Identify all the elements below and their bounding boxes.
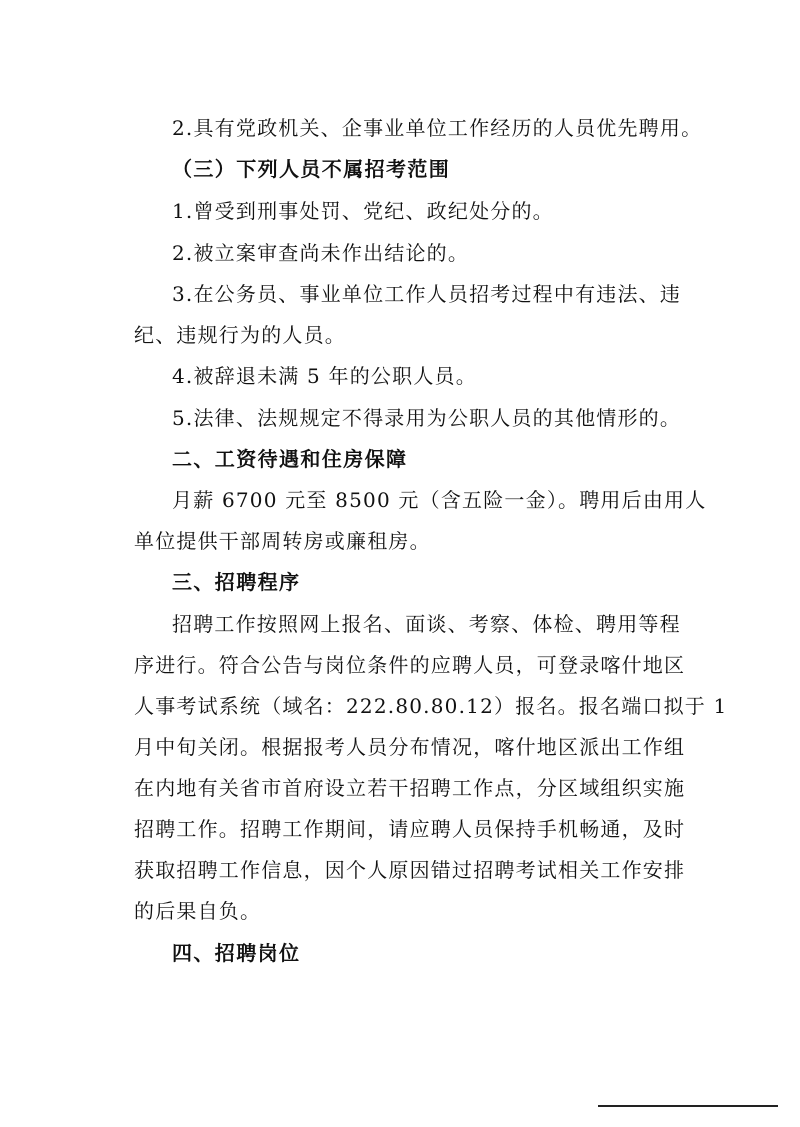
procedure-paragraph-line-6: 招聘工作。招聘工作期间，请应聘人员保持手机畅通，及时 [134,817,686,841]
item-4-dismissed: 4.被辞退未满 5 年的公职人员。 [172,364,477,388]
section-heading-salary-housing: 二、工资待遇和住房保障 [172,447,408,471]
salary-paragraph-line-1: 月薪 6700 元至 8500 元（含五险一金）。聘用后由用人 [172,488,707,512]
item-2-under-investigation: 2.被立案审查尚未作出结论的。 [172,241,470,265]
section-heading-recruitment-procedure: 三、招聘程序 [172,570,301,594]
subsection-heading-excluded-persons: （三）下列人员不属招考范围 [172,157,451,181]
procedure-paragraph-line-7: 获取招聘工作信息，因个人原因错过招聘考试相关工作安排 [134,858,686,882]
footer-divider [598,1105,778,1107]
procedure-paragraph-line-3: 人事考试系统（域名：222.80.80.12）报名。报名端口拟于 1 [134,694,728,718]
procedure-paragraph-line-8: 的后果自负。 [134,899,262,923]
procedure-paragraph-line-5: 在内地有关省市首府设立若干招聘工作点，分区域组织实施 [134,776,686,800]
item-1-disciplinary: 1.曾受到刑事处罚、党纪、政纪处分的。 [172,199,554,223]
item-3-violation-line-1: 3.在公务员、事业单位工作人员招考过程中有违法、违 [172,282,682,306]
section-heading-recruitment-positions: 四、招聘岗位 [172,941,301,965]
item-3-violation-line-2: 纪、违规行为的人员。 [134,323,346,347]
salary-paragraph-line-2: 单位提供干部周转房或廉租房。 [134,529,431,553]
procedure-paragraph-line-4: 月中旬关闭。根据报考人员分布情况，喀什地区派出工作组 [134,735,686,759]
procedure-paragraph-line-1: 招聘工作按照网上报名、面谈、考察、体检、聘用等程 [172,612,681,636]
item-2-preferred-experience: 2.具有党政机关、企事业单位工作经历的人员优先聘用。 [172,116,703,140]
item-5-legal-restriction: 5.法律、法规规定不得录用为公职人员的其他情形的。 [172,406,682,430]
procedure-paragraph-line-2: 序进行。符合公告与岗位条件的应聘人员，可登录喀什地区 [134,653,686,677]
